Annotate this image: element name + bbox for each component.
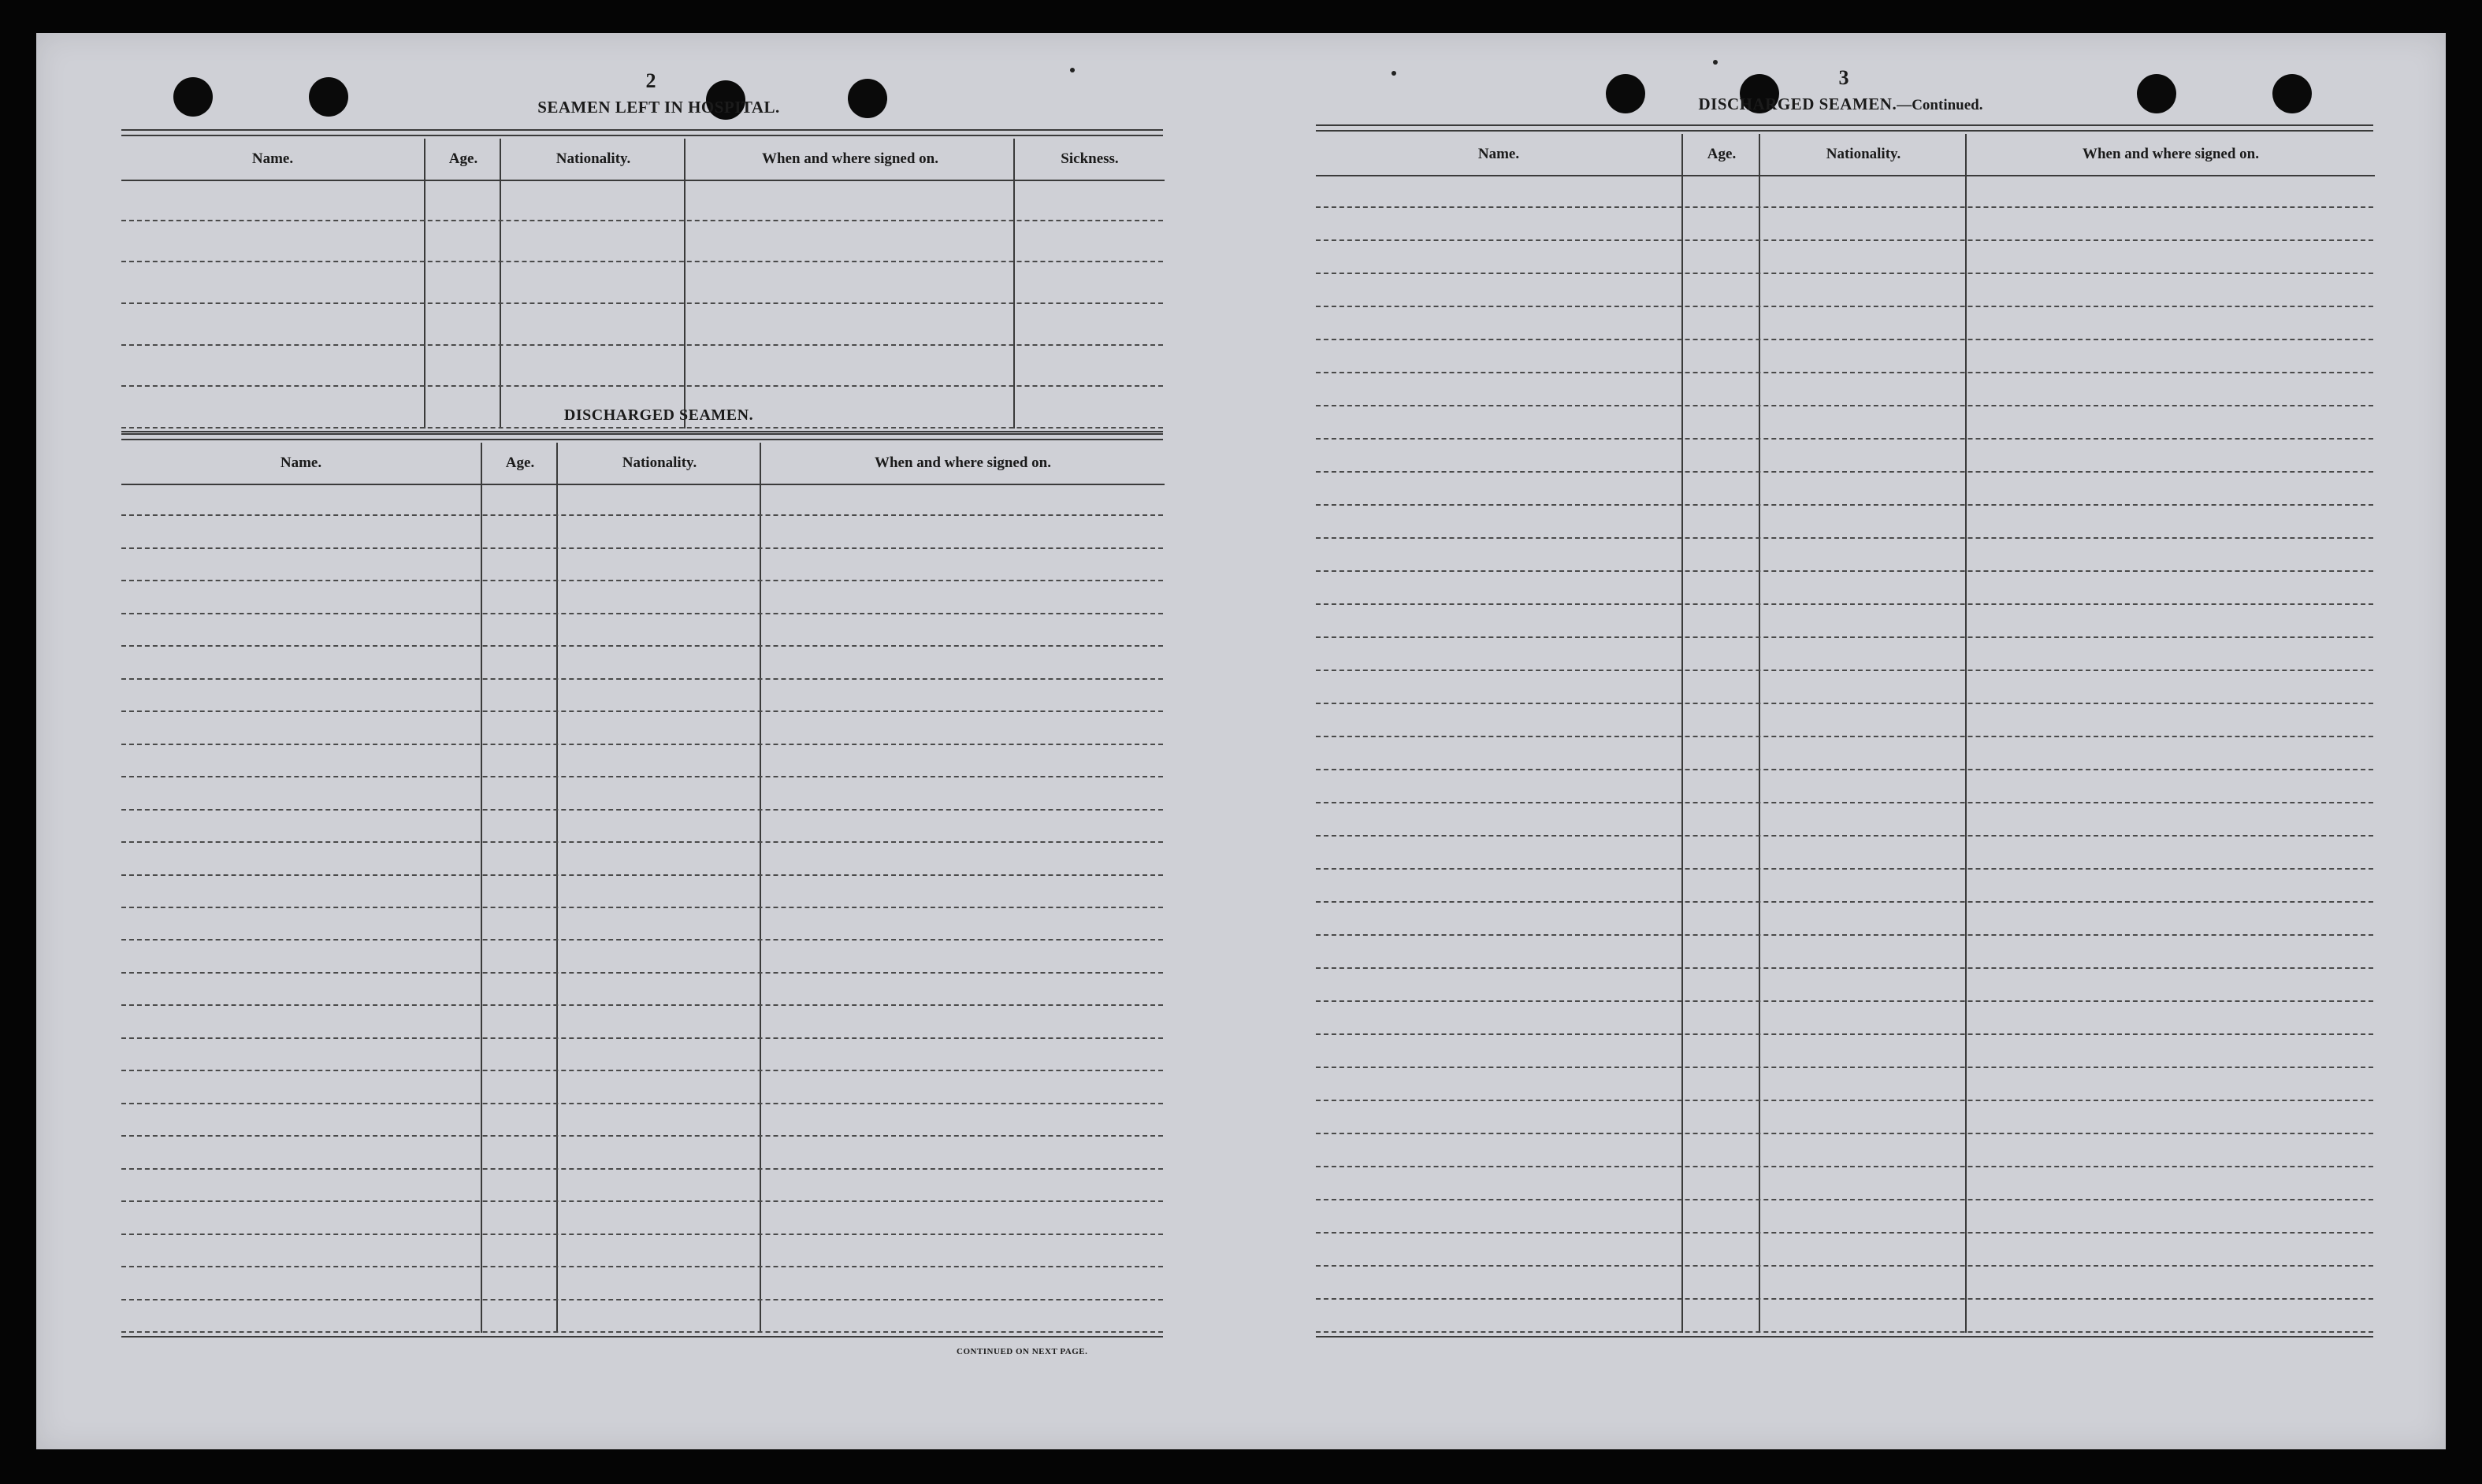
- discharged-table: [121, 443, 1163, 1333]
- ruled-row-line: [1316, 1331, 2373, 1333]
- header-signed-on: When and where signed on.: [686, 139, 1015, 181]
- ruled-row-line: [121, 1004, 1163, 1006]
- header-rule: [121, 129, 1163, 136]
- header-age: Age.: [425, 139, 501, 181]
- ruled-row-line: [1316, 438, 2373, 440]
- ruled-row-line: [121, 1331, 1163, 1333]
- ruled-row-line: [121, 261, 1163, 262]
- ruled-row-line: [121, 809, 1163, 811]
- ruled-row-line: [1316, 1067, 2373, 1068]
- ruled-row-line: [1316, 372, 2373, 373]
- continued-suffix: —Continued.: [1897, 97, 1983, 113]
- footer-rule: [1316, 1336, 2373, 1337]
- ruled-row-line: [121, 1070, 1163, 1071]
- ruled-row-line: [121, 907, 1163, 908]
- ruled-row-line: [1316, 1133, 2373, 1134]
- ruled-row-line: [121, 1103, 1163, 1104]
- ruled-row-line: [121, 1037, 1163, 1039]
- header-rule: [121, 433, 1163, 440]
- ruled-row-line: [1316, 670, 2373, 671]
- ruled-row-line: [121, 776, 1163, 777]
- col-signed-on: [1965, 134, 2375, 1333]
- ruled-row-line: [1316, 405, 2373, 406]
- discharged-continued-title: [1620, 95, 2061, 114]
- ruled-row-line: [1316, 1232, 2373, 1234]
- ruled-row-line: [1316, 1033, 2373, 1035]
- discharged-continued-title-text: DISCHARGED SEAMEN.: [1698, 95, 1897, 113]
- ruled-row-line: [1316, 1100, 2373, 1101]
- ruled-row-line: [1316, 537, 2373, 539]
- ruled-row-line: [1316, 868, 2373, 870]
- ruled-row-line: [1316, 603, 2373, 605]
- ruled-row-line: [121, 1135, 1163, 1137]
- ruled-row-line: [1316, 1265, 2373, 1267]
- col-name: [1316, 134, 1681, 1333]
- discharged-section-title: DISCHARGED SEAMEN.: [563, 406, 754, 424]
- hospital-table: [121, 139, 1163, 429]
- ruled-row-line: [1316, 769, 2373, 770]
- ruled-row-line: [121, 1299, 1163, 1300]
- ruled-row-line: [1316, 1199, 2373, 1200]
- header-nationality: Nationality.: [1760, 134, 1967, 176]
- page-number-left: 2: [645, 69, 656, 92]
- ruled-row-line: [121, 1200, 1163, 1202]
- ruled-row-line: [1316, 736, 2373, 737]
- ruled-row-line: [121, 385, 1163, 387]
- ruled-row-line: [121, 1266, 1163, 1267]
- ruled-row-line: [121, 972, 1163, 974]
- punch-hole: [2137, 74, 2176, 113]
- continued-note: CONTINUED ON NEXT PAGE.: [957, 1347, 1088, 1356]
- ruled-row-line: [121, 939, 1163, 940]
- header-signed-on: When and where signed on.: [1967, 134, 2375, 176]
- col-age: [1681, 134, 1760, 1333]
- header-age: Age.: [482, 443, 558, 485]
- footer-rule: [121, 1336, 1163, 1337]
- ruled-row-line: [121, 547, 1163, 549]
- ruled-row-line: [1316, 901, 2373, 903]
- col-nationality: [1759, 134, 1967, 1333]
- col-nationality: [556, 443, 761, 1333]
- document-sheet: [36, 33, 2446, 1449]
- header-name: Name.: [121, 443, 481, 485]
- ruled-row-line: [1316, 703, 2373, 704]
- section-rule: [121, 431, 1163, 432]
- ruled-row-line: [1316, 934, 2373, 936]
- ruled-row-line: [121, 427, 1163, 429]
- ruled-row-line: [121, 613, 1163, 614]
- header-age: Age.: [1683, 134, 1760, 176]
- ruled-row-line: [1316, 471, 2373, 473]
- header-name: Name.: [1316, 134, 1681, 176]
- ruled-row-line: [1316, 1166, 2373, 1167]
- speck: [1070, 68, 1075, 72]
- page-number-right: 3: [1838, 66, 1849, 89]
- ruled-row-line: [1316, 239, 2373, 241]
- discharged-continued-table: [1316, 134, 2373, 1333]
- header-rule: [1316, 124, 2373, 132]
- header-sickness: Sickness.: [1015, 139, 1165, 181]
- header-signed-on: When and where signed on.: [761, 443, 1165, 485]
- ruled-row-line: [121, 678, 1163, 680]
- ruled-row-line: [1316, 802, 2373, 803]
- ruled-row-line: [121, 1168, 1163, 1170]
- ruled-row-line: [121, 1234, 1163, 1235]
- ruled-row-line: [121, 302, 1163, 304]
- header-name: Name.: [121, 139, 424, 181]
- ruled-row-line: [1316, 306, 2373, 307]
- ruled-row-line: [1316, 206, 2373, 208]
- ruled-row-line: [1316, 273, 2373, 274]
- speck: [1391, 71, 1396, 76]
- ruled-row-line: [1316, 636, 2373, 638]
- ruled-row-line: [121, 874, 1163, 876]
- col-signed-on: [760, 443, 1165, 1333]
- ruled-row-line: [121, 514, 1163, 516]
- ruled-row-line: [121, 744, 1163, 745]
- header-nationality: Nationality.: [501, 139, 686, 181]
- ruled-row-line: [1316, 339, 2373, 340]
- ruled-row-line: [1316, 1000, 2373, 1002]
- ruled-row-line: [1316, 967, 2373, 969]
- ruled-row-line: [1316, 1298, 2373, 1300]
- ruled-row-line: [1316, 504, 2373, 506]
- col-name: [121, 443, 481, 1333]
- punch-hole: [173, 77, 213, 117]
- ruled-row-line: [1316, 570, 2373, 572]
- punch-hole: [309, 77, 348, 117]
- ruled-row-line: [121, 344, 1163, 346]
- ruled-row-line: [121, 710, 1163, 712]
- col-age: [481, 443, 558, 1333]
- ruled-row-line: [121, 645, 1163, 647]
- speck: [1713, 60, 1718, 65]
- ruled-row-line: [121, 841, 1163, 843]
- header-nationality: Nationality.: [558, 443, 761, 485]
- punch-hole: [2272, 74, 2312, 113]
- ruled-row-line: [121, 580, 1163, 581]
- ruled-row-line: [121, 220, 1163, 221]
- ruled-row-line: [1316, 835, 2373, 837]
- hospital-section-title: SEAMEN LEFT IN HOSPITAL.: [537, 98, 780, 117]
